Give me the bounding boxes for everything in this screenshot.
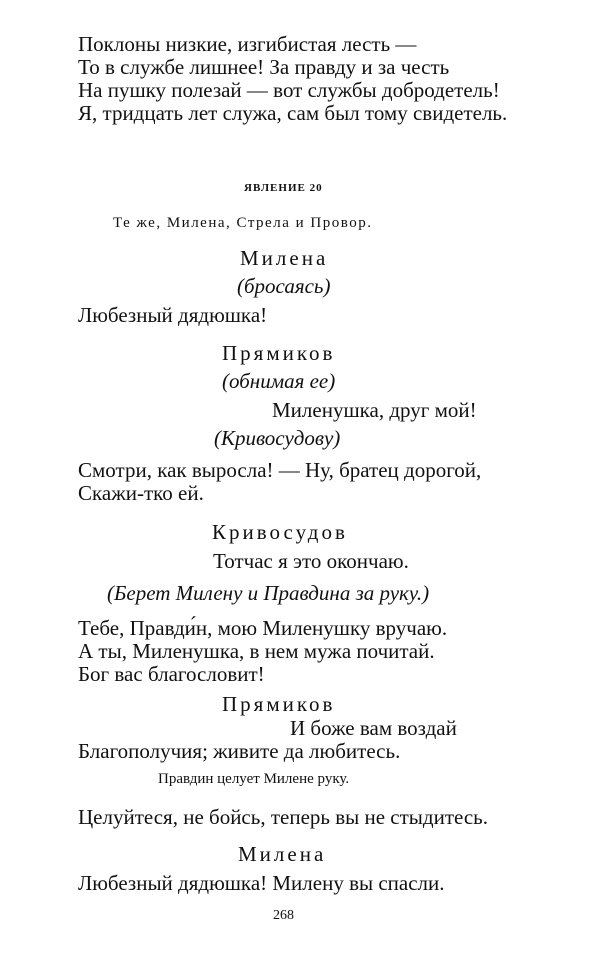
dialogue-line: Любезный дядюшка! [78,303,268,327]
dialogue-line: Тотчас я это окончаю. [213,549,409,573]
speaker-milena-1: Милена [240,246,329,270]
dialogue-line: Любезный дядюшка! Милену вы спасли. [78,871,445,895]
stage-direction-1: (бросаясь) [237,274,331,298]
verse-line-3: На пушку полезай — вот службы добродетель! [78,78,500,102]
speaker-pryamikov-2: Прямиков [222,692,336,716]
stage-direction-2: (обнимая ее) [222,369,336,393]
verse-line-2: То в службе лишнее! За правду и за честь [78,55,450,79]
dialogue-line: Благополучия; живите да любитесь. [78,739,401,763]
dialogue-line: Миленушка, друг мой! [272,398,477,422]
stage-direction-5: Правдин целует Милене руку. [158,771,350,787]
dialogue-line: А ты, Миленушка, в нем мужа почитай. [78,639,435,663]
stage-direction-3: (Кривосудову) [214,426,341,450]
dialogue-line: Бог вас благословит! [78,662,265,686]
speaker-milena-2: Милена [238,842,327,866]
scene-title: ЯВЛЕНИЕ 20 [244,182,323,194]
dialogue-line: Тебе, Правди́н, мою Миленушку вручаю. [78,616,448,640]
dialogue-line: Целуйтеся, не бойсь, теперь вы не стыдитесь. [78,805,489,829]
stage-direction-4: (Берет Милену и Правдина за руку.) [107,581,430,605]
verse-line-4: Я, тридцать лет служа, сам был тому свидетель. [78,101,508,125]
speaker-pryamikov-1: Прямиков [222,341,336,365]
verse-line-1: Поклоны низкие, изгибистая лесть — [78,32,417,56]
dialogue-line: И боже вам воздай [290,716,457,740]
dialogue-line: Скажи-тко ей. [78,481,204,505]
dialogue-line: Смотри, как выросла! — Ну, братец дорогой, [78,458,482,482]
speaker-krivosudov: Кривосудов [212,520,348,544]
page-number: 268 [273,908,294,923]
scene-cast: Те же, Милена, Стрела и Провор. [113,215,373,231]
